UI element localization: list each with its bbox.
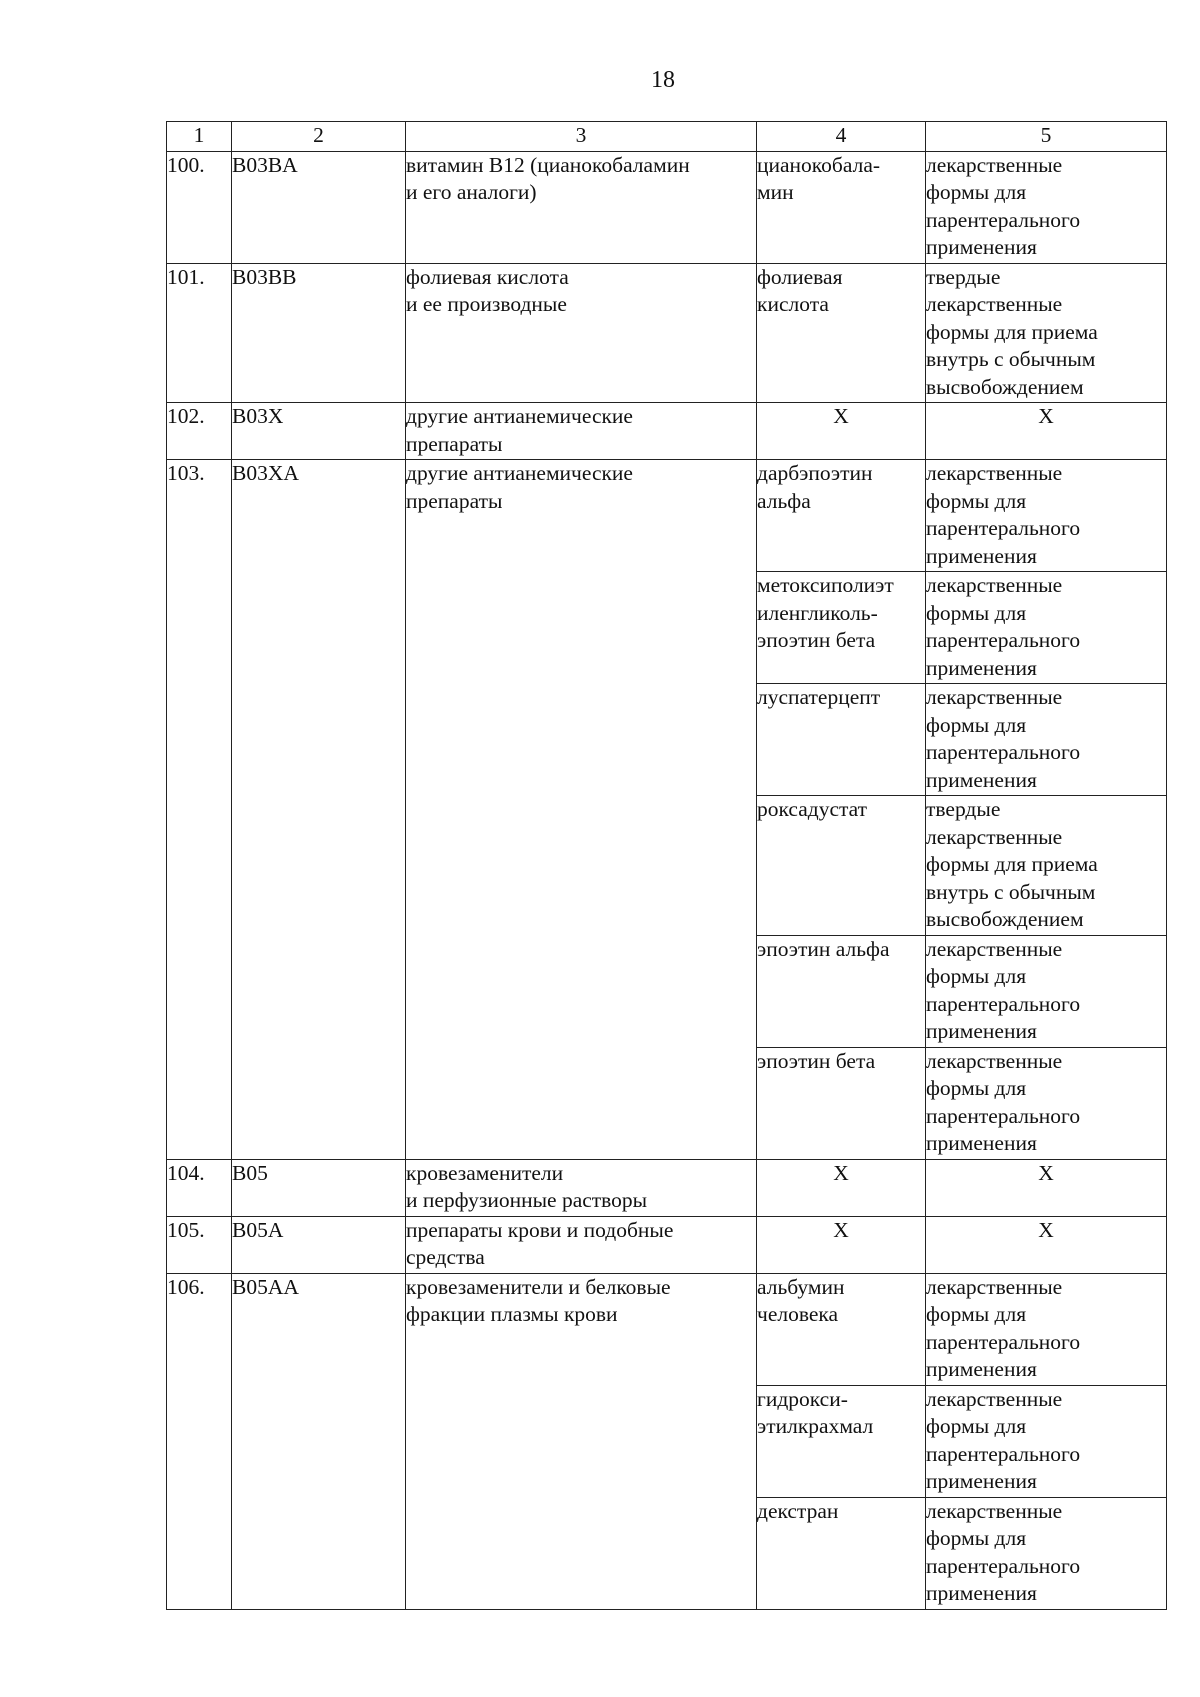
dosage-form-line: парентерального — [926, 740, 1081, 764]
drug-name-line: иленгликоль- — [757, 600, 878, 625]
dosage-form-line: формы для приема — [926, 852, 1098, 876]
atc-code: B03XA — [232, 460, 406, 1160]
dosage-form-line: лекарственные — [926, 573, 1063, 597]
drug-name-line: роксадустат — [757, 797, 868, 821]
atc-code: B05 — [232, 1159, 406, 1216]
anatomical-therapeutic-group — [406, 151, 757, 263]
dosage-form-line: лекарственные — [926, 824, 1063, 849]
medication-table — [166, 121, 1167, 1610]
table-row — [167, 1273, 1167, 1385]
drug-name-line: декстран — [757, 1498, 839, 1523]
drug-name-line: эпоэтин альфа — [757, 936, 890, 961]
drug-name-line: цианокобала- — [757, 152, 881, 177]
anatomical-therapeutic-group — [406, 1273, 757, 1609]
row-number: 105. — [167, 1216, 232, 1273]
drug-name — [757, 1497, 926, 1609]
drug-name-line: X — [833, 1160, 849, 1185]
column-header-2: 2 — [232, 122, 406, 152]
group-line: препараты крови и подобные — [406, 1217, 674, 1242]
dosage-form-line: высвобождением — [926, 374, 1084, 399]
dosage-form-line: парентерального — [926, 207, 1081, 232]
group-line: препараты — [406, 488, 503, 513]
column-header-1: 1 — [167, 122, 232, 152]
dosage-form-line: применения — [926, 655, 1037, 680]
drug-name-line: человека — [757, 1302, 839, 1326]
row-number: 100. — [167, 151, 232, 263]
dosage-form-line: парентерального — [926, 1103, 1081, 1128]
drug-name-line: дарбэпоэтин — [757, 461, 873, 485]
drug-name — [757, 684, 926, 796]
dosage-form-line: формы для — [926, 712, 1027, 737]
drug-name — [757, 1159, 926, 1216]
dosage-form — [926, 572, 1167, 684]
dosage-form-line: формы для приема — [926, 319, 1098, 344]
group-line: и ее производные — [406, 292, 567, 316]
atc-code: B03BB — [232, 263, 406, 403]
row-number: 104. — [167, 1159, 232, 1216]
table-body — [167, 122, 1167, 1610]
drug-name-line: метоксиполиэт — [757, 573, 894, 597]
dosage-form-line: парентерального — [926, 516, 1081, 540]
dosage-form-line: твердые — [926, 264, 1001, 289]
dosage-form-line: парентерального — [926, 1441, 1081, 1466]
anatomical-therapeutic-group — [406, 1159, 757, 1216]
table-row — [167, 151, 1167, 263]
group-line: и перфузионные растворы — [406, 1188, 648, 1212]
dosage-form — [926, 460, 1167, 572]
column-header-5: 5 — [926, 122, 1167, 152]
dosage-form — [926, 684, 1167, 796]
dosage-form — [926, 1216, 1167, 1273]
drug-name — [757, 1385, 926, 1497]
dosage-form-line: применения — [926, 235, 1037, 259]
dosage-form — [926, 1497, 1167, 1609]
dosage-form-line: X — [1038, 1160, 1054, 1185]
drug-name-line: кислота — [757, 292, 829, 316]
dosage-form-line: формы для — [926, 1076, 1027, 1100]
row-number: 102. — [167, 403, 232, 460]
dosage-form-line: применения — [926, 1131, 1037, 1155]
group-line: кровезаменители и белковые — [406, 1274, 671, 1299]
dosage-form — [926, 935, 1167, 1047]
dosage-form-line: лекарственные — [926, 461, 1063, 485]
page-number: 18 — [651, 67, 675, 93]
dosage-form — [926, 403, 1167, 460]
drug-name — [757, 1047, 926, 1159]
row-number: 103. — [167, 460, 232, 1160]
drug-name — [757, 935, 926, 1047]
dosage-form-line: формы для — [926, 180, 1027, 204]
dosage-form-line: лекарственные — [926, 936, 1063, 961]
drug-name — [757, 796, 926, 936]
drug-name-line: эпоэтин бета — [757, 628, 876, 652]
table-row — [167, 1216, 1167, 1273]
dosage-form — [926, 796, 1167, 936]
drug-name — [757, 403, 926, 460]
dosage-form-line: высвобождением — [926, 907, 1084, 931]
column-header-4: 4 — [757, 122, 926, 152]
dosage-form-line: парентерального — [926, 991, 1081, 1016]
drug-name-line: альфа — [757, 488, 811, 513]
table-row — [167, 1159, 1167, 1216]
dosage-form-line: лекарственные — [926, 1274, 1063, 1299]
dosage-form — [926, 1273, 1167, 1385]
table-row — [167, 263, 1167, 403]
atc-code: B03BA — [232, 151, 406, 263]
anatomical-therapeutic-group — [406, 460, 757, 1160]
dosage-form-line: формы для — [926, 1414, 1027, 1438]
drug-name-line: альбумин — [757, 1274, 845, 1299]
drug-name-line: фолиевая — [757, 264, 843, 289]
group-line: средства — [406, 1245, 485, 1269]
dosage-form-line: внутрь с обычным — [926, 879, 1096, 904]
group-line: фолиевая кислота — [406, 264, 569, 289]
group-line: кровезаменители — [406, 1160, 564, 1185]
dosage-form-line: применения — [926, 1469, 1037, 1493]
dosage-form-line: применения — [926, 1357, 1037, 1381]
dosage-form-line: лекарственные — [926, 292, 1063, 316]
dosage-form — [926, 151, 1167, 263]
dosage-form-line: формы для — [926, 600, 1027, 625]
dosage-form — [926, 1385, 1167, 1497]
drug-name — [757, 460, 926, 572]
dosage-form-line: X — [1038, 1217, 1054, 1242]
drug-name — [757, 1273, 926, 1385]
row-number: 106. — [167, 1273, 232, 1609]
anatomical-therapeutic-group — [406, 263, 757, 403]
dosage-form-line: твердые — [926, 797, 1001, 821]
table-row — [167, 403, 1167, 460]
group-line: витамин B12 (цианокобаламин — [406, 152, 690, 177]
row-number: 101. — [167, 263, 232, 403]
dosage-form-line: парентерального — [926, 1329, 1081, 1354]
drug-name-line: гидрокси- — [757, 1386, 848, 1411]
dosage-form-line: применения — [926, 767, 1037, 792]
drug-name — [757, 263, 926, 403]
dosage-form-line: лекарственные — [926, 1048, 1063, 1073]
dosage-form-line: формы для — [926, 964, 1027, 988]
dosage-form-line: парентерального — [926, 1553, 1081, 1578]
atc-code: B05A — [232, 1216, 406, 1273]
table-header-row — [167, 122, 1167, 152]
drug-name-line: этилкрахмал — [757, 1414, 874, 1438]
dosage-form-line: внутрь с обычным — [926, 347, 1096, 371]
dosage-form-line: парентерального — [926, 628, 1081, 652]
table-row — [167, 460, 1167, 572]
drug-name-line: X — [833, 404, 849, 428]
dosage-form — [926, 1159, 1167, 1216]
dosage-form-line: применения — [926, 1019, 1037, 1043]
group-line: препараты — [406, 431, 503, 456]
dosage-form — [926, 263, 1167, 403]
dosage-form-line: X — [1038, 404, 1054, 428]
atc-code: B03X — [232, 403, 406, 460]
dosage-form-line: лекарственные — [926, 1498, 1063, 1523]
group-line: и его аналоги) — [406, 180, 537, 204]
anatomical-therapeutic-group — [406, 1216, 757, 1273]
dosage-form-line: формы для — [926, 1302, 1027, 1326]
dosage-form-line: лекарственные — [926, 152, 1063, 177]
anatomical-therapeutic-group — [406, 403, 757, 460]
dosage-form-line: формы для — [926, 1526, 1027, 1550]
drug-name-line: луспатерцепт — [757, 685, 881, 709]
dosage-form — [926, 1047, 1167, 1159]
atc-code: B05AA — [232, 1273, 406, 1609]
drug-name — [757, 1216, 926, 1273]
drug-name — [757, 151, 926, 263]
drug-name-line: X — [833, 1217, 849, 1242]
dosage-form-line: применения — [926, 543, 1037, 568]
dosage-form-line: лекарственные — [926, 685, 1063, 709]
column-header-3: 3 — [406, 122, 757, 152]
drug-name-line: эпоэтин бета — [757, 1048, 876, 1073]
group-line: другие антианемические — [406, 461, 633, 485]
group-line: другие антианемические — [406, 404, 633, 428]
dosage-form-line: применения — [926, 1581, 1037, 1605]
drug-name — [757, 572, 926, 684]
group-line: фракции плазмы крови — [406, 1302, 618, 1326]
dosage-form-line: формы для — [926, 488, 1027, 513]
dosage-form-line: лекарственные — [926, 1386, 1063, 1411]
drug-name-line: мин — [757, 180, 794, 204]
